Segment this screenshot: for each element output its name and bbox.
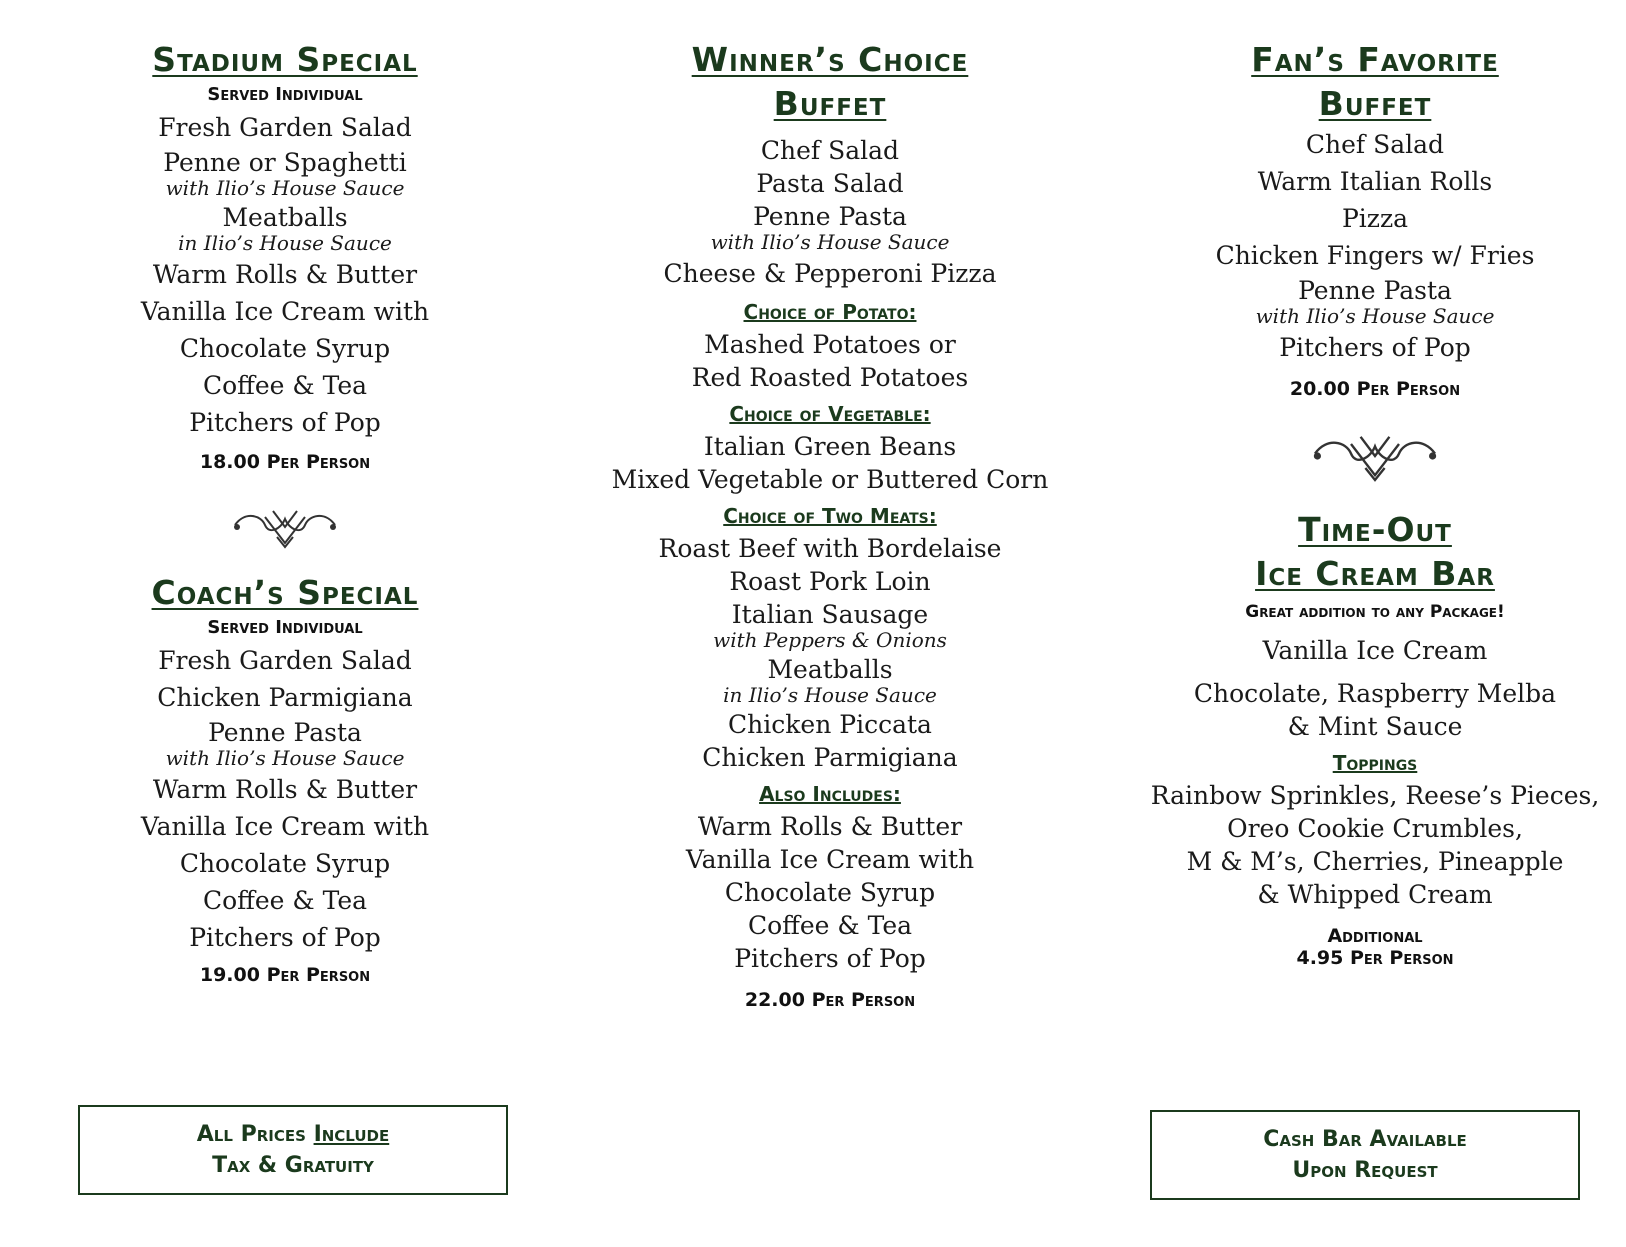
menu-note: with Ilio’s House Sauce: [1255, 304, 1495, 328]
menu-item: Fresh Garden Salad: [158, 646, 412, 675]
menu-item: Penne Pasta: [208, 718, 362, 747]
box-text: Upon Request: [1292, 1158, 1438, 1183]
box-text: Cash Bar Available: [1263, 1127, 1467, 1152]
toppings-heading: Toppings: [1332, 751, 1418, 775]
menu-item: Pitchers of Pop: [734, 944, 926, 973]
box-text: All Prices: [196, 1122, 314, 1147]
menu-item: Pizza: [1341, 204, 1409, 233]
menu-item: Chicken Parmigiana: [157, 683, 413, 712]
stadium-served-label: Served Individual: [207, 84, 363, 105]
menu-note: with Ilio’s House Sauce: [165, 176, 405, 200]
menu-item: Italian Green Beans: [703, 432, 957, 461]
stadium-price: 18.00 Per Person: [199, 451, 371, 473]
menu-item: Rainbow Sprinkles, Reese’s Pieces,: [1150, 781, 1600, 810]
menu-item: Warm Italian Rolls: [1257, 167, 1493, 196]
vegetable-heading: Choice of Vegetable:: [729, 402, 931, 426]
menu-item: Pitchers of Pop: [189, 408, 381, 437]
prices-include-box: [78, 1105, 508, 1195]
menu-item: Roast Beef with Bordelaise: [658, 534, 1002, 563]
ornament-icon: [225, 497, 345, 557]
menu-item: Chocolate, Raspberry Melba: [1193, 679, 1557, 708]
menu-item: Italian Sausage: [731, 600, 929, 629]
menu-note: with Peppers & Onions: [713, 628, 947, 652]
menu-item: Mixed Vegetable or Buttered Corn: [611, 465, 1049, 494]
coachs-special-title: Coach’s Special: [151, 573, 419, 612]
menu-item: Chocolate Syrup: [179, 334, 391, 363]
fans-favorite-title: Fan’s Favorite: [1251, 40, 1499, 79]
menu-item: Pitchers of Pop: [1279, 333, 1471, 362]
menu-note: with Ilio’s House Sauce: [165, 746, 405, 770]
menu-item: Vanilla Ice Cream: [1262, 636, 1488, 665]
middle-column: [585, 0, 1075, 1011]
menu-note: in Ilio’s House Sauce: [178, 231, 392, 255]
menu-item: Penne Pasta: [753, 202, 907, 231]
ice-cream-bar-title: Ice Cream Bar: [1255, 554, 1495, 593]
potato-heading: Choice of Potato:: [743, 300, 917, 324]
menu-item: Mashed Potatoes or: [704, 330, 956, 359]
menu-item: Chef Salad: [760, 136, 900, 165]
right-column: [1150, 0, 1600, 969]
menu-item: Oreo Cookie Crumbles,: [1227, 814, 1523, 843]
menu-item: Meatballs: [767, 655, 893, 684]
menu-item: Warm Rolls & Butter: [152, 775, 418, 804]
meats-heading: Choice of Two Meats:: [723, 504, 937, 528]
menu-item: Coffee & Tea: [202, 886, 368, 915]
menu-item: Chef Salad: [1305, 130, 1445, 159]
menu-item: Pasta Salad: [756, 169, 904, 198]
menu-item: M & M’s, Cherries, Pineapple: [1186, 847, 1564, 876]
ornament-icon: [1300, 420, 1450, 492]
menu-item: Penne Pasta: [1298, 276, 1452, 305]
fans-favorite-title-line2: Buffet: [1318, 84, 1432, 123]
fans-price: 20.00 Per Person: [1289, 378, 1461, 400]
menu-note: in Ilio’s House Sauce: [723, 683, 937, 707]
cash-bar-box: [1150, 1110, 1580, 1200]
menu-item: & Mint Sauce: [1287, 712, 1463, 741]
menu-item: Chicken Parmigiana: [702, 743, 958, 772]
menu-item: Fresh Garden Salad: [158, 113, 412, 142]
menu-item: Red Roasted Potatoes: [691, 363, 969, 392]
additional-label: Additional: [1327, 925, 1423, 947]
menu-item: Penne or Spaghetti: [163, 148, 407, 177]
menu-item: Chocolate Syrup: [179, 849, 391, 878]
menu-item: & Whipped Cream: [1257, 880, 1493, 909]
menu-item: Roast Pork Loin: [729, 567, 931, 596]
menu-item: Coffee & Tea: [202, 371, 368, 400]
ice-cream-price: 4.95 Per Person: [1296, 947, 1454, 969]
menu-note: with Ilio’s House Sauce: [710, 230, 950, 254]
coach-served-label: Served Individual: [207, 617, 363, 638]
menu-item: Vanilla Ice Cream with: [140, 297, 430, 326]
winners-choice-title-line2: Buffet: [773, 84, 887, 123]
ice-cream-subtitle: Great addition to any Package!: [1245, 602, 1505, 622]
menu-item: Chicken Piccata: [728, 710, 932, 739]
menu-item: Warm Rolls & Butter: [697, 812, 963, 841]
menu-item: Chocolate Syrup: [724, 878, 936, 907]
menu-item: Meatballs: [222, 203, 348, 232]
time-out-title: Time-Out: [1298, 510, 1452, 549]
menu-item: Vanilla Ice Cream with: [685, 845, 975, 874]
menu-item: Pitchers of Pop: [189, 923, 381, 952]
winners-choice-title: Winner’s Choice: [691, 40, 969, 79]
menu-item: Chicken Fingers w/ Fries: [1215, 241, 1535, 270]
also-includes-heading: Also Includes:: [759, 782, 901, 806]
box-text-underlined: Include: [313, 1122, 390, 1147]
menu-item: Warm Rolls & Butter: [152, 260, 418, 289]
menu-item: Cheese & Pepperoni Pizza: [663, 259, 997, 288]
box-text: Tax & Gratuity: [212, 1153, 374, 1178]
menu-item: Coffee & Tea: [747, 911, 913, 940]
menu-item: Vanilla Ice Cream with: [140, 812, 430, 841]
stadium-special-title: Stadium Special: [152, 40, 418, 79]
winners-price: 22.00 Per Person: [744, 989, 916, 1011]
left-column: [75, 0, 495, 986]
coach-price: 19.00 Per Person: [199, 964, 371, 986]
